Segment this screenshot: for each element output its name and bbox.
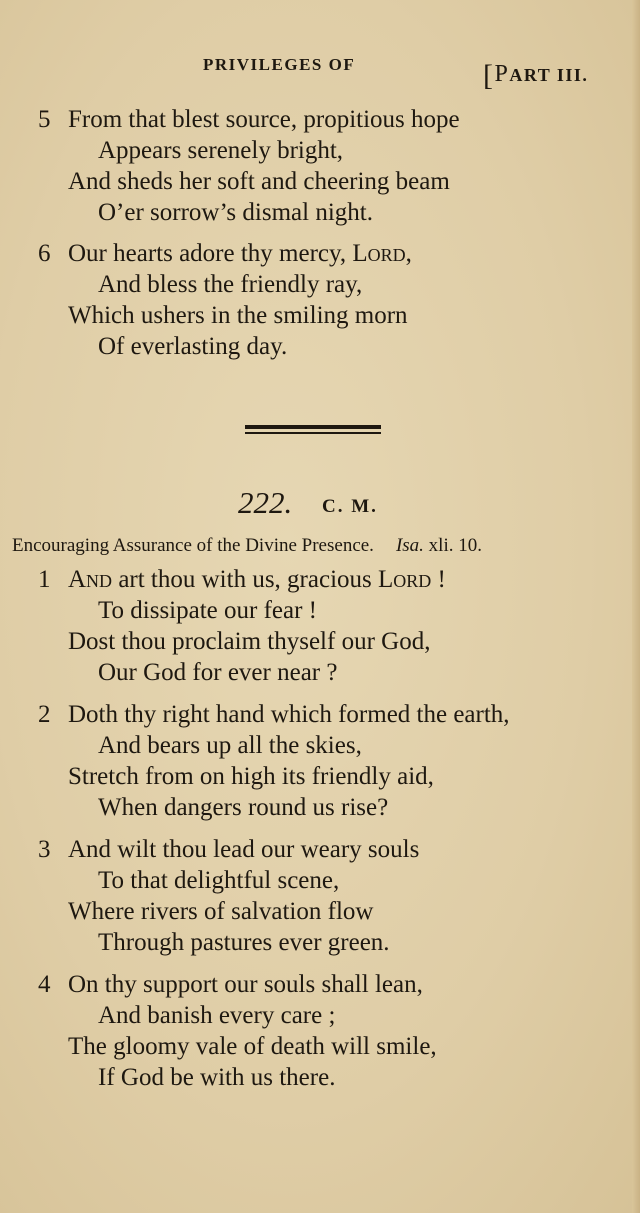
stanza-number: 3 (38, 836, 51, 863)
verse-line (98, 732, 362, 760)
verse-line (68, 168, 450, 196)
line-text: And sheds her soft and cheering beam (68, 168, 450, 195)
verse-line (98, 1002, 335, 1030)
line-text: Stretch from on high its friendly aid, (68, 763, 434, 790)
stanza-number: 2 (38, 701, 51, 728)
line-text: Which ushers in the smiling morn (68, 302, 408, 329)
small-caps-word: Lord (378, 566, 432, 593)
line-text: Our God for ever near ? (98, 659, 338, 686)
verse-line (68, 302, 408, 330)
line-text: Through pastures ever green. (98, 929, 390, 956)
hymn-meter: C. M. (322, 496, 378, 517)
line-text: And banish every care ; (98, 1002, 336, 1029)
line-text: And wilt thou lead our weary souls (68, 836, 420, 863)
verse-line (98, 271, 362, 299)
verse-line (98, 929, 390, 957)
line-text: Dost thou proclaim thyself our God, (68, 628, 431, 655)
page-edge (632, 0, 640, 1213)
verse-line (98, 794, 388, 822)
verse-line (68, 1033, 437, 1061)
line-text: And bless the friendly ray, (98, 271, 363, 298)
verse-line (68, 701, 510, 729)
line-text: Appears serenely bright, (98, 137, 344, 164)
line-text: To dissipate our fear ! (98, 597, 318, 624)
section-divider (245, 425, 381, 434)
line-text: , (405, 240, 412, 267)
line-text: Of everlasting day. (98, 333, 288, 360)
small-caps-word: Lord (352, 240, 406, 267)
verse-line (68, 763, 434, 791)
verse-line (98, 1064, 335, 1092)
line-text: And bears up all the skies, (98, 732, 362, 759)
verse-line (68, 971, 423, 999)
part-label (483, 55, 589, 92)
verse-line (98, 867, 339, 895)
verse-line (98, 597, 317, 625)
line-text: From that blest source, propitious hope (68, 106, 460, 133)
line-text: Doth thy right hand which formed the earth, (68, 701, 510, 728)
stanza-number: 1 (38, 566, 51, 593)
part-initial: P (494, 61, 510, 87)
verse-line (68, 628, 430, 656)
verse-line (98, 333, 287, 361)
verse-line (68, 566, 446, 594)
stanza-number: 6 (38, 240, 51, 267)
line-text: Where rivers of salvation flow (68, 898, 374, 925)
line-text: To that delightful scene, (98, 867, 340, 894)
ref-chapter: xli. 10. (423, 535, 482, 556)
bracket: [ (483, 59, 495, 92)
running-title: PRIVILEGES OF (203, 55, 356, 74)
verse-line (98, 199, 373, 227)
verse-line (98, 137, 343, 165)
stanza-number: 5 (38, 106, 51, 133)
verse-line (68, 836, 419, 864)
subtitle-text: Encouraging Assurance of the Divine Presence. (12, 535, 374, 556)
line-text: When dangers round us rise? (98, 794, 389, 821)
stanza-number: 4 (38, 971, 51, 998)
line-text: ! (431, 566, 446, 593)
line-text: art thou with us, gracious (112, 566, 378, 593)
part-rest: ART III. (509, 65, 589, 85)
line-text: On thy support our souls shall lean, (68, 971, 423, 998)
verse-line (68, 240, 412, 268)
line-text: O’er sorrow’s dismal night. (98, 199, 373, 226)
small-caps-word: And (68, 566, 113, 593)
verse-line (68, 898, 373, 926)
verse-line (68, 106, 460, 134)
line-text: The gloomy vale of death will smile, (68, 1033, 437, 1060)
ref-book: Isa. (395, 535, 424, 556)
line-text: If God be with us there. (98, 1064, 336, 1091)
hymn-subtitle (12, 535, 482, 557)
line-text: Our hearts adore thy mercy, (68, 240, 353, 267)
verse-line (98, 659, 337, 687)
scripture-reference (396, 535, 482, 556)
hymn-number: 222. (238, 485, 293, 520)
